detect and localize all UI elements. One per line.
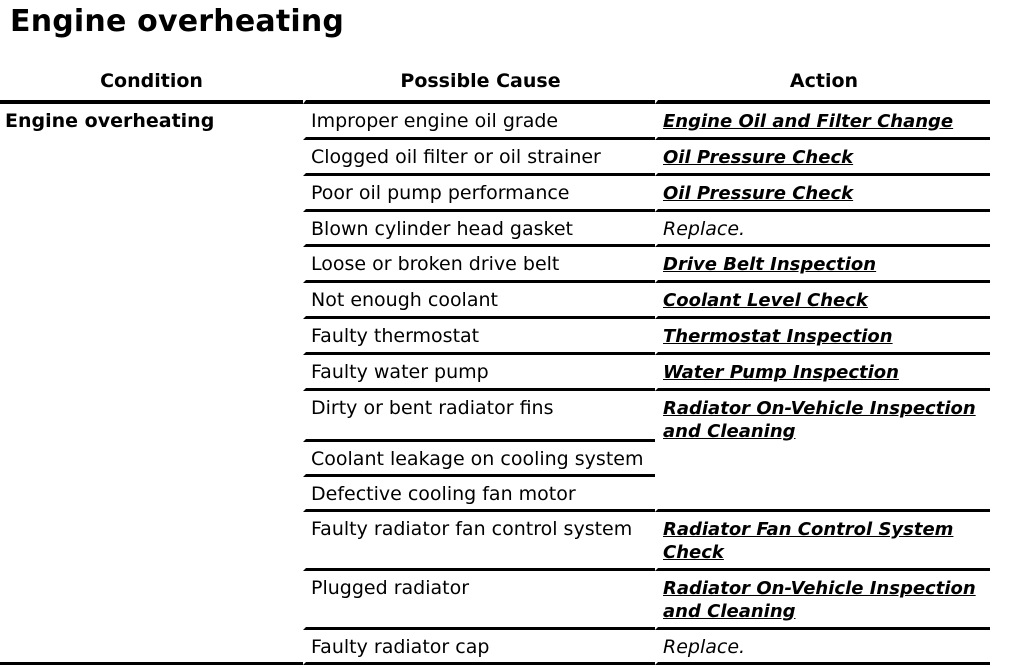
action-text: Replace.	[663, 218, 746, 240]
cause-cell: Not enough coolant	[303, 283, 655, 319]
action-link[interactable]: Radiator On-Vehicle Inspection and Cleaning	[663, 578, 976, 622]
action-link[interactable]: Thermostat Inspection	[663, 326, 893, 347]
action-cell	[655, 283, 990, 319]
action-cell	[655, 391, 990, 512]
cause-cell: Loose or broken drive belt	[303, 247, 655, 283]
column-header-action: Action	[655, 64, 990, 104]
action-link[interactable]: Engine Oil and Filter Change	[663, 111, 954, 132]
action-cell	[655, 512, 990, 571]
action-cell	[655, 630, 990, 665]
condition-cell: Engine overheating	[0, 104, 303, 665]
action-link[interactable]: Drive Belt Inspection	[663, 254, 877, 275]
table-header-row	[0, 64, 990, 104]
action-cell	[655, 571, 990, 630]
cause-cell: Dirty or bent radiator fins	[303, 391, 655, 442]
cause-cell: Clogged oil filter or oil strainer	[303, 140, 655, 176]
action-link[interactable]: Oil Pressure Check	[663, 147, 854, 168]
column-header-possible-cause: Possible Cause	[303, 64, 655, 104]
cause-cell: Faulty radiator cap	[303, 630, 655, 665]
action-cell	[655, 212, 990, 247]
cause-cell: Faulty water pump	[303, 355, 655, 391]
action-cell	[655, 140, 990, 176]
action-cell	[655, 104, 990, 140]
cause-cell: Improper engine oil grade	[303, 104, 655, 140]
column-header-condition: Condition	[0, 64, 303, 104]
cause-cell: Coolant leakage on cooling system	[303, 442, 655, 477]
action-cell	[655, 319, 990, 355]
cause-cell: Faulty radiator fan control system	[303, 512, 655, 571]
action-text: Replace.	[663, 636, 746, 658]
action-link[interactable]: Coolant Level Check	[663, 290, 868, 311]
action-link[interactable]: Radiator Fan Control System Check	[663, 519, 954, 563]
action-cell	[655, 247, 990, 283]
cause-cell: Defective cooling fan motor	[303, 477, 655, 512]
troubleshooting-table	[0, 64, 990, 665]
action-link[interactable]: Radiator On-Vehicle Inspection and Cleaning	[663, 398, 976, 442]
action-link[interactable]: Water Pump Inspection	[663, 362, 899, 383]
action-cell	[655, 176, 990, 212]
cause-cell: Poor oil pump performance	[303, 176, 655, 212]
table-row	[0, 104, 990, 140]
cause-cell: Blown cylinder head gasket	[303, 212, 655, 247]
cause-cell: Faulty thermostat	[303, 319, 655, 355]
action-cell	[655, 355, 990, 391]
action-link[interactable]: Oil Pressure Check	[663, 183, 854, 204]
page-title: Engine overheating	[10, 4, 345, 39]
cause-cell: Plugged radiator	[303, 571, 655, 630]
